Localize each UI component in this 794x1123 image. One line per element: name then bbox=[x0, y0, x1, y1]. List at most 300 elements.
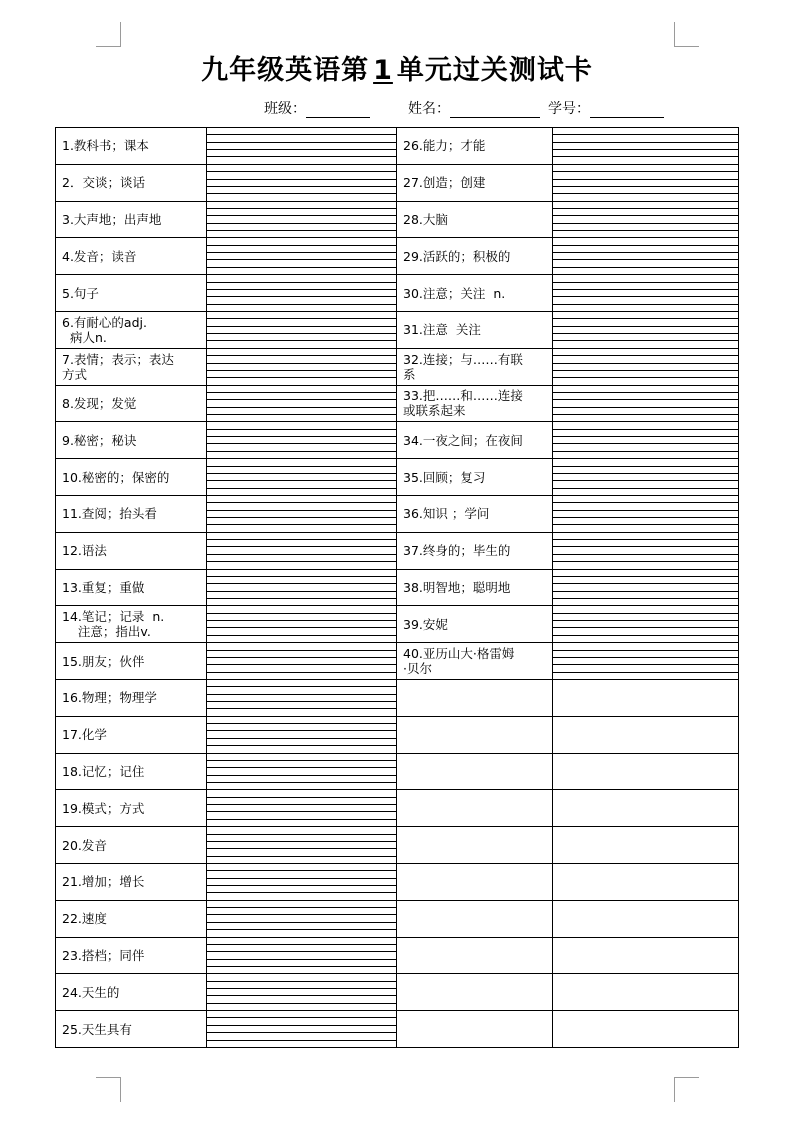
right-word-label bbox=[397, 569, 553, 606]
word-label-line: 12.语法 bbox=[62, 543, 107, 559]
writing-line[interactable] bbox=[207, 134, 396, 135]
left-answer-lines[interactable] bbox=[207, 679, 397, 716]
writing-line[interactable] bbox=[207, 981, 396, 982]
left-answer-lines[interactable] bbox=[207, 863, 397, 900]
left-answer-lines[interactable] bbox=[207, 201, 397, 238]
left-word-label bbox=[56, 128, 207, 165]
writing-line[interactable] bbox=[207, 686, 396, 687]
table-row bbox=[56, 495, 739, 532]
writing-line[interactable] bbox=[207, 870, 396, 871]
table-row bbox=[56, 238, 739, 275]
writing-line[interactable] bbox=[207, 546, 396, 547]
name-label: 姓名： bbox=[408, 101, 450, 117]
empty-cell bbox=[553, 827, 739, 864]
empty-cell bbox=[553, 679, 739, 716]
writing-line[interactable] bbox=[207, 929, 396, 930]
writing-line[interactable] bbox=[207, 414, 396, 415]
writing-line[interactable] bbox=[207, 1025, 396, 1026]
writing-line[interactable] bbox=[553, 517, 738, 518]
writing-line[interactable] bbox=[553, 443, 738, 444]
table-row bbox=[56, 606, 739, 643]
word-label-line: 35.回顾；复习 bbox=[403, 469, 486, 485]
writing-line[interactable] bbox=[207, 142, 396, 143]
writing-line[interactable] bbox=[553, 598, 738, 599]
right-answer-lines[interactable] bbox=[553, 311, 739, 348]
unit-number: 1 bbox=[373, 55, 393, 86]
left-answer-lines[interactable] bbox=[207, 495, 397, 532]
writing-line[interactable] bbox=[553, 230, 738, 231]
writing-line[interactable] bbox=[553, 466, 738, 467]
empty-cell bbox=[553, 1011, 739, 1048]
writing-line[interactable] bbox=[207, 282, 396, 283]
left-answer-lines[interactable] bbox=[207, 459, 397, 496]
writing-line[interactable] bbox=[553, 267, 738, 268]
empty-cell bbox=[553, 790, 739, 827]
word-label-line: 34.一夜之间；在夜间 bbox=[403, 432, 523, 448]
writing-line[interactable] bbox=[207, 966, 396, 967]
left-answer-lines[interactable] bbox=[207, 385, 397, 422]
table-row bbox=[56, 900, 739, 937]
empty-cell bbox=[397, 900, 553, 937]
writing-line[interactable] bbox=[553, 333, 738, 334]
left-answer-lines[interactable] bbox=[207, 275, 397, 312]
writing-line[interactable] bbox=[207, 208, 396, 209]
writing-line[interactable] bbox=[553, 326, 738, 327]
writing-line[interactable] bbox=[553, 429, 738, 430]
writing-line[interactable] bbox=[553, 414, 738, 415]
writing-line[interactable] bbox=[553, 524, 738, 525]
left-answer-lines[interactable] bbox=[207, 827, 397, 864]
writing-line[interactable] bbox=[207, 156, 396, 157]
writing-line[interactable] bbox=[553, 134, 738, 135]
writing-line[interactable] bbox=[553, 304, 738, 305]
writing-line[interactable] bbox=[207, 988, 396, 989]
writing-line[interactable] bbox=[207, 399, 396, 400]
empty-cell bbox=[397, 863, 553, 900]
writing-line[interactable] bbox=[553, 650, 738, 651]
table-row bbox=[56, 422, 739, 459]
table-row bbox=[56, 974, 739, 1011]
class-field[interactable] bbox=[264, 98, 370, 118]
left-answer-lines[interactable] bbox=[207, 164, 397, 201]
empty-cell bbox=[397, 790, 553, 827]
right-answer-lines[interactable] bbox=[553, 238, 739, 275]
right-answer-lines[interactable] bbox=[553, 164, 739, 201]
writing-line[interactable] bbox=[207, 186, 396, 187]
writing-line[interactable] bbox=[207, 583, 396, 584]
writing-line[interactable] bbox=[553, 282, 738, 283]
right-word-label bbox=[397, 385, 553, 422]
writing-line[interactable] bbox=[553, 664, 738, 665]
right-word-label bbox=[397, 348, 553, 385]
left-answer-lines[interactable] bbox=[207, 790, 397, 827]
left-answer-lines[interactable] bbox=[207, 532, 397, 569]
left-answer-lines[interactable] bbox=[207, 974, 397, 1011]
writing-line[interactable] bbox=[207, 480, 396, 481]
writing-line[interactable] bbox=[553, 223, 738, 224]
writing-line[interactable] bbox=[553, 488, 738, 489]
empty-cell bbox=[397, 679, 553, 716]
writing-line[interactable] bbox=[207, 429, 396, 430]
word-label-line: 病人n. bbox=[62, 329, 107, 345]
writing-line[interactable] bbox=[207, 179, 396, 180]
writing-line[interactable] bbox=[207, 363, 396, 364]
word-label-line: 36.知识 ；学问 bbox=[403, 506, 490, 522]
writing-line[interactable] bbox=[553, 318, 738, 319]
writing-line[interactable] bbox=[207, 215, 396, 216]
class-label: 班级： bbox=[264, 101, 306, 117]
writing-line[interactable] bbox=[207, 554, 396, 555]
left-answer-lines[interactable] bbox=[207, 900, 397, 937]
writing-line[interactable] bbox=[553, 340, 738, 341]
empty-cell bbox=[553, 937, 739, 974]
word-label-line: ·贝尔 bbox=[403, 661, 432, 677]
writing-line[interactable] bbox=[207, 745, 396, 746]
left-word-label bbox=[56, 827, 207, 864]
writing-line[interactable] bbox=[553, 259, 738, 260]
writing-line[interactable] bbox=[207, 436, 396, 437]
writing-line[interactable] bbox=[553, 208, 738, 209]
writing-line[interactable] bbox=[207, 922, 396, 923]
crop-mark-bottom-left bbox=[96, 1077, 121, 1102]
writing-line[interactable] bbox=[207, 1003, 396, 1004]
writing-line[interactable] bbox=[207, 304, 396, 305]
writing-line[interactable] bbox=[207, 267, 396, 268]
right-answer-lines[interactable] bbox=[553, 422, 739, 459]
writing-line[interactable] bbox=[553, 554, 738, 555]
writing-line[interactable] bbox=[207, 944, 396, 945]
writing-line[interactable] bbox=[553, 613, 738, 614]
writing-line[interactable] bbox=[207, 760, 396, 761]
word-label-line: 26.能力；才能 bbox=[403, 138, 486, 154]
writing-line[interactable] bbox=[553, 407, 738, 408]
writing-line[interactable] bbox=[207, 1017, 396, 1018]
table-row bbox=[56, 753, 739, 790]
writing-line[interactable] bbox=[553, 377, 738, 378]
name-blank[interactable] bbox=[450, 103, 540, 118]
writing-line[interactable] bbox=[207, 451, 396, 452]
student-id-label: 学号： bbox=[548, 101, 590, 117]
writing-line[interactable] bbox=[553, 546, 738, 547]
writing-line[interactable] bbox=[553, 591, 738, 592]
writing-line[interactable] bbox=[553, 186, 738, 187]
writing-line[interactable] bbox=[207, 834, 396, 835]
writing-line[interactable] bbox=[207, 819, 396, 820]
right-answer-lines[interactable] bbox=[553, 128, 739, 165]
left-word-label bbox=[56, 348, 207, 385]
word-label-line: 16.物理；物理学 bbox=[62, 690, 157, 706]
crop-mark-bottom-right bbox=[674, 1077, 699, 1102]
word-label-line: 19.模式；方式 bbox=[62, 800, 145, 816]
table-row bbox=[56, 827, 739, 864]
writing-line[interactable] bbox=[207, 377, 396, 378]
writing-line[interactable] bbox=[207, 841, 396, 842]
left-word-label bbox=[56, 201, 207, 238]
word-label-line: 或联系起来 bbox=[403, 403, 466, 419]
word-label-line: 32.连接；与……有联 bbox=[403, 351, 523, 367]
writing-line[interactable] bbox=[553, 635, 738, 636]
word-label-line: 29.活跃的；积极的 bbox=[403, 248, 511, 264]
right-answer-lines[interactable] bbox=[553, 606, 739, 643]
left-word-label bbox=[56, 643, 207, 680]
crop-mark-top-right bbox=[674, 22, 699, 47]
empty-cell bbox=[553, 716, 739, 753]
writing-line[interactable] bbox=[207, 664, 396, 665]
writing-line[interactable] bbox=[207, 502, 396, 503]
table-row bbox=[56, 790, 739, 827]
word-label-line: 37.终身的；毕生的 bbox=[403, 543, 511, 559]
writing-line[interactable] bbox=[553, 451, 738, 452]
left-answer-lines[interactable] bbox=[207, 348, 397, 385]
left-answer-lines[interactable] bbox=[207, 716, 397, 753]
writing-line[interactable] bbox=[207, 767, 396, 768]
writing-line[interactable] bbox=[207, 635, 396, 636]
left-word-label bbox=[56, 790, 207, 827]
left-word-label bbox=[56, 385, 207, 422]
table-row bbox=[56, 348, 739, 385]
title-suffix: 单元过关测试卡 bbox=[396, 55, 593, 86]
writing-line[interactable] bbox=[207, 576, 396, 577]
writing-line[interactable] bbox=[553, 193, 738, 194]
word-label-line: 31.注意 关注 bbox=[403, 322, 481, 338]
writing-line[interactable] bbox=[207, 613, 396, 614]
writing-line[interactable] bbox=[207, 407, 396, 408]
writing-line[interactable] bbox=[553, 473, 738, 474]
writing-line[interactable] bbox=[553, 363, 738, 364]
table-row bbox=[56, 311, 739, 348]
empty-cell bbox=[397, 974, 553, 1011]
writing-line[interactable] bbox=[207, 708, 396, 709]
right-word-label bbox=[397, 275, 553, 312]
writing-line[interactable] bbox=[207, 443, 396, 444]
writing-line[interactable] bbox=[207, 959, 396, 960]
writing-line[interactable] bbox=[207, 370, 396, 371]
right-word-label bbox=[397, 643, 553, 680]
writing-line[interactable] bbox=[553, 620, 738, 621]
word-label-line: 10.秘密的；保密的 bbox=[62, 469, 170, 485]
left-answer-lines[interactable] bbox=[207, 753, 397, 790]
table-row bbox=[56, 569, 739, 606]
writing-line[interactable] bbox=[207, 252, 396, 253]
writing-line[interactable] bbox=[207, 1032, 396, 1033]
writing-line[interactable] bbox=[553, 657, 738, 658]
word-label-line: 方式 bbox=[62, 366, 88, 382]
writing-line[interactable] bbox=[207, 245, 396, 246]
word-label-line: 27.创造；创建 bbox=[403, 175, 486, 191]
writing-line[interactable] bbox=[553, 289, 738, 290]
empty-cell bbox=[397, 937, 553, 974]
writing-line[interactable] bbox=[207, 340, 396, 341]
name-field[interactable] bbox=[408, 98, 540, 118]
writing-line[interactable] bbox=[207, 259, 396, 260]
writing-line[interactable] bbox=[553, 296, 738, 297]
left-answer-lines[interactable] bbox=[207, 643, 397, 680]
left-answer-lines[interactable] bbox=[207, 1011, 397, 1048]
table-row bbox=[56, 128, 739, 165]
empty-cell bbox=[397, 1011, 553, 1048]
writing-line[interactable] bbox=[553, 179, 738, 180]
word-label-line: 28.大脑 bbox=[403, 211, 448, 227]
writing-line[interactable] bbox=[207, 811, 396, 812]
writing-line[interactable] bbox=[207, 326, 396, 327]
writing-line[interactable] bbox=[553, 355, 738, 356]
writing-line[interactable] bbox=[553, 576, 738, 577]
right-word-label bbox=[397, 311, 553, 348]
writing-line[interactable] bbox=[553, 142, 738, 143]
writing-line[interactable] bbox=[207, 782, 396, 783]
left-word-label bbox=[56, 863, 207, 900]
table-row bbox=[56, 164, 739, 201]
right-word-label bbox=[397, 164, 553, 201]
writing-line[interactable] bbox=[207, 650, 396, 651]
writing-line[interactable] bbox=[207, 488, 396, 489]
word-label-line: 11.查阅；抬头看 bbox=[62, 506, 157, 522]
word-label-line: 18.记忆；记住 bbox=[62, 763, 145, 779]
writing-line[interactable] bbox=[207, 694, 396, 695]
writing-line[interactable] bbox=[553, 252, 738, 253]
writing-line[interactable] bbox=[207, 856, 396, 857]
left-word-label bbox=[56, 679, 207, 716]
left-answer-lines[interactable] bbox=[207, 311, 397, 348]
right-answer-lines[interactable] bbox=[553, 348, 739, 385]
writing-line[interactable] bbox=[207, 738, 396, 739]
crop-mark-top-left bbox=[96, 22, 121, 47]
writing-line[interactable] bbox=[207, 892, 396, 893]
word-label-line: 7.表情；表示；表达 bbox=[62, 351, 174, 367]
writing-line[interactable] bbox=[207, 149, 396, 150]
writing-line[interactable] bbox=[553, 510, 738, 511]
writing-line[interactable] bbox=[553, 245, 738, 246]
writing-line[interactable] bbox=[207, 230, 396, 231]
writing-line[interactable] bbox=[553, 480, 738, 481]
table-row bbox=[56, 937, 739, 974]
writing-line[interactable] bbox=[207, 951, 396, 952]
table-row bbox=[56, 275, 739, 312]
writing-line[interactable] bbox=[207, 775, 396, 776]
writing-line[interactable] bbox=[207, 1040, 396, 1041]
writing-line[interactable] bbox=[553, 436, 738, 437]
writing-line[interactable] bbox=[207, 561, 396, 562]
word-label-line: 25.天生具有 bbox=[62, 1021, 132, 1037]
left-answer-lines[interactable] bbox=[207, 606, 397, 643]
table-row bbox=[56, 201, 739, 238]
writing-line[interactable] bbox=[207, 848, 396, 849]
writing-line[interactable] bbox=[207, 318, 396, 319]
writing-line[interactable] bbox=[553, 627, 738, 628]
right-answer-lines[interactable] bbox=[553, 459, 739, 496]
student-id-blank[interactable] bbox=[590, 103, 664, 118]
right-answer-lines[interactable] bbox=[553, 275, 739, 312]
writing-line[interactable] bbox=[207, 723, 396, 724]
empty-cell bbox=[397, 716, 553, 753]
writing-line[interactable] bbox=[553, 502, 738, 503]
right-answer-lines[interactable] bbox=[553, 385, 739, 422]
writing-line[interactable] bbox=[207, 392, 396, 393]
writing-line[interactable] bbox=[207, 355, 396, 356]
writing-line[interactable] bbox=[207, 289, 396, 290]
right-answer-lines[interactable] bbox=[553, 495, 739, 532]
right-answer-lines[interactable] bbox=[553, 532, 739, 569]
writing-line[interactable] bbox=[553, 561, 738, 562]
right-answer-lines[interactable] bbox=[553, 643, 739, 680]
writing-line[interactable] bbox=[207, 296, 396, 297]
writing-line[interactable] bbox=[553, 171, 738, 172]
empty-cell bbox=[397, 827, 553, 864]
writing-line[interactable] bbox=[553, 149, 738, 150]
empty-cell bbox=[553, 863, 739, 900]
writing-line[interactable] bbox=[207, 914, 396, 915]
writing-line[interactable] bbox=[553, 672, 738, 673]
writing-line[interactable] bbox=[207, 672, 396, 673]
writing-line[interactable] bbox=[207, 333, 396, 334]
left-answer-lines[interactable] bbox=[207, 128, 397, 165]
page-title bbox=[0, 48, 794, 87]
writing-line[interactable] bbox=[207, 907, 396, 908]
writing-line[interactable] bbox=[207, 797, 396, 798]
writing-line[interactable] bbox=[207, 995, 396, 996]
writing-line[interactable] bbox=[553, 399, 738, 400]
right-word-label bbox=[397, 532, 553, 569]
writing-line[interactable] bbox=[207, 878, 396, 879]
writing-line[interactable] bbox=[207, 598, 396, 599]
student-id-field[interactable] bbox=[548, 98, 664, 118]
left-answer-lines[interactable] bbox=[207, 238, 397, 275]
writing-line[interactable] bbox=[207, 657, 396, 658]
writing-line[interactable] bbox=[207, 473, 396, 474]
writing-line[interactable] bbox=[207, 193, 396, 194]
word-label-line: 23.搭档；同伴 bbox=[62, 947, 145, 963]
writing-line[interactable] bbox=[553, 370, 738, 371]
writing-line[interactable] bbox=[207, 730, 396, 731]
writing-line[interactable] bbox=[207, 804, 396, 805]
writing-line[interactable] bbox=[207, 539, 396, 540]
writing-line[interactable] bbox=[207, 701, 396, 702]
writing-line[interactable] bbox=[207, 885, 396, 886]
writing-line[interactable] bbox=[207, 517, 396, 518]
left-word-label bbox=[56, 974, 207, 1011]
word-label-line: 2．交谈；谈话 bbox=[62, 175, 145, 191]
writing-line[interactable] bbox=[207, 171, 396, 172]
word-label-line: 15.朋友；伙伴 bbox=[62, 653, 145, 669]
table-row bbox=[56, 643, 739, 680]
writing-line[interactable] bbox=[553, 583, 738, 584]
writing-line[interactable] bbox=[207, 524, 396, 525]
writing-line[interactable] bbox=[207, 510, 396, 511]
writing-line[interactable] bbox=[207, 620, 396, 621]
writing-line[interactable] bbox=[207, 591, 396, 592]
word-label-line: 9.秘密；秘诀 bbox=[62, 432, 137, 448]
left-answer-lines[interactable] bbox=[207, 569, 397, 606]
left-answer-lines[interactable] bbox=[207, 422, 397, 459]
writing-line[interactable] bbox=[207, 466, 396, 467]
left-word-label bbox=[56, 459, 207, 496]
word-label-line: 17.化学 bbox=[62, 727, 107, 743]
left-word-label bbox=[56, 495, 207, 532]
writing-line[interactable] bbox=[553, 215, 738, 216]
word-label-line: 5.句子 bbox=[62, 285, 99, 301]
left-word-label bbox=[56, 937, 207, 974]
right-answer-lines[interactable] bbox=[553, 569, 739, 606]
writing-line[interactable] bbox=[207, 627, 396, 628]
word-label-line: 30.注意；关注 n. bbox=[403, 285, 506, 301]
writing-line[interactable] bbox=[553, 539, 738, 540]
writing-line[interactable] bbox=[553, 392, 738, 393]
class-blank[interactable] bbox=[306, 103, 370, 118]
writing-line[interactable] bbox=[207, 223, 396, 224]
right-answer-lines[interactable] bbox=[553, 201, 739, 238]
writing-line[interactable] bbox=[553, 156, 738, 157]
left-answer-lines[interactable] bbox=[207, 937, 397, 974]
